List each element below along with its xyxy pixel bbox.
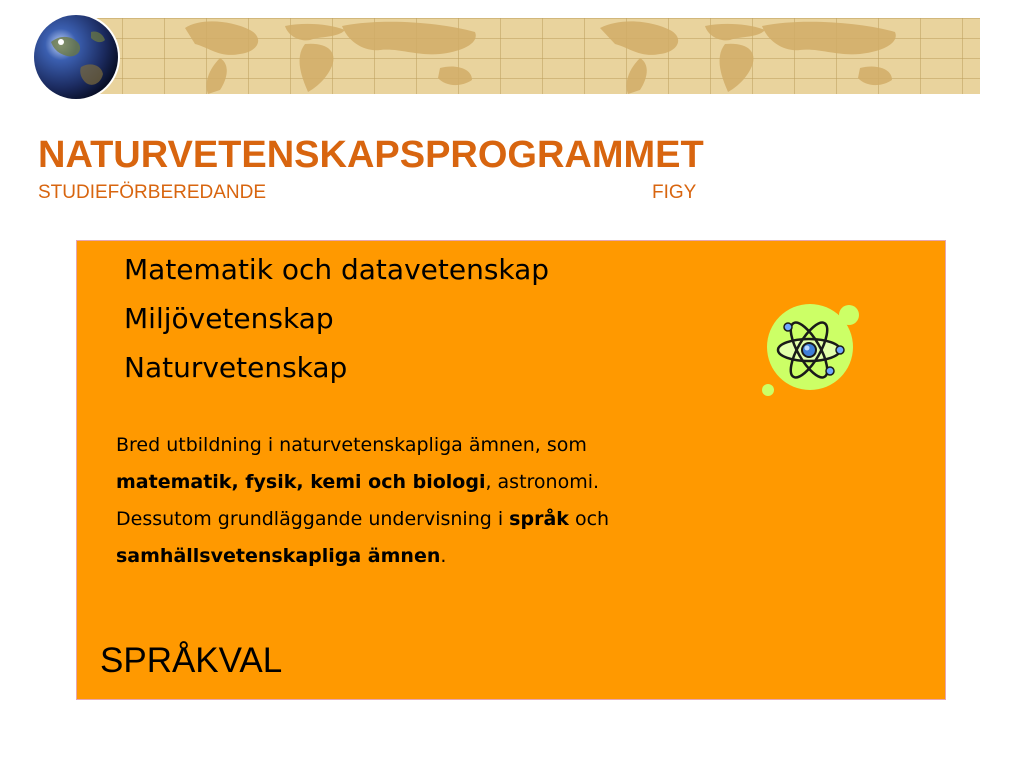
page-title: NATURVETENSKAPSPROGRAMMET [38,134,704,176]
specialization-list [124,245,549,392]
specialization-item: Miljövetenskap [124,302,334,335]
description-line-3: Dessutom grundläggande undervisning i [116,508,510,530]
globe-icon [31,12,121,102]
subtitle-school: FIGY [652,182,697,203]
description-line-4-rest: . [440,545,447,567]
description-line-1: Bred utbildning i naturvetenskapliga ämnen, som [116,434,587,456]
subtitle-program-type: STUDIEFÖRBEREDANDE [38,182,267,203]
description-social-sciences: samhällsvetenskapliga ämnen [116,545,441,567]
specialization-item: Naturvetenskap [124,351,348,384]
description-core-subjects: matematik, fysik, kemi och biologi [116,471,486,493]
description-line-3-rest: och [568,508,610,530]
language-choice-heading: SPRÅKVAL [100,641,283,680]
program-description [116,427,816,575]
world-map-icon [80,18,980,94]
program-content-box [76,240,946,700]
description-line-2-rest: , astronomi. [485,471,600,493]
atom-icon [757,296,867,401]
description-languages: språk [509,508,569,530]
specialization-item: Matematik och datavetenskap [124,253,550,286]
world-map-banner [80,18,980,94]
